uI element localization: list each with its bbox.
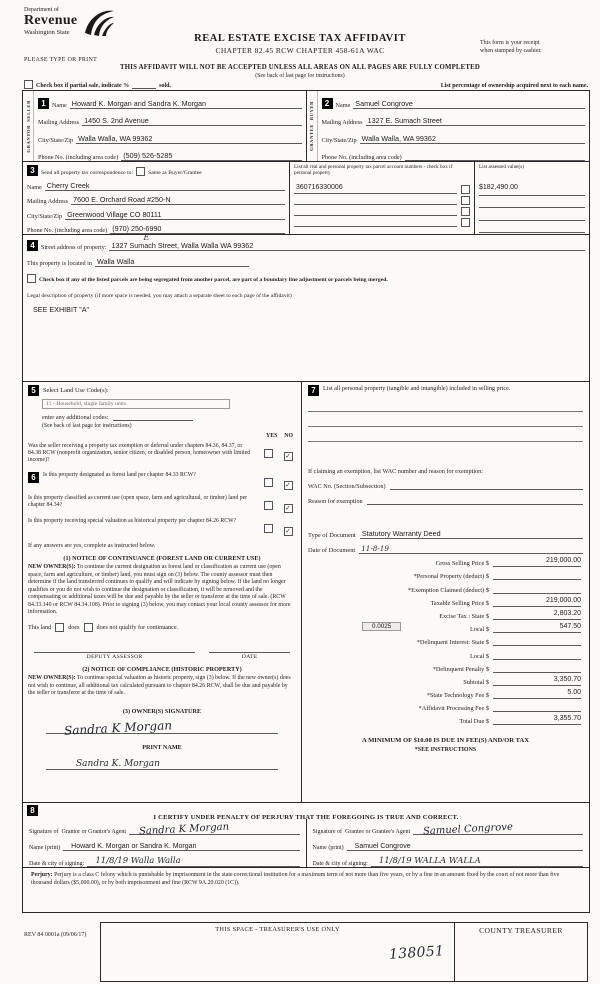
grantee-sig-label-1: Signature of: [312, 829, 342, 835]
tech-fee-label: *State Technology Fee $: [426, 692, 489, 700]
deputy-assessor-label: DEPUTY ASSESSOR: [86, 654, 143, 661]
taxable-label: Taxable Selling Price $: [430, 599, 489, 607]
doc-date-field[interactable]: 11-8-19: [359, 544, 583, 554]
segregated-checkbox[interactable]: [27, 274, 36, 283]
partial-percent-field[interactable]: [132, 81, 156, 89]
additional-codes-field[interactable]: [113, 412, 193, 421]
assessed-value-field-4[interactable]: [479, 221, 585, 233]
current-use-yes-checkbox[interactable]: [264, 501, 273, 510]
logo-revenue-wordmark: Revenue: [24, 13, 78, 28]
deputy-date-label: DATE: [241, 654, 258, 661]
wac-label: WAC No. (Section/Subsection): [308, 483, 386, 490]
delinquent-local-label: Local $: [469, 652, 489, 660]
owners-signature-script: Sandra K Morgan: [63, 717, 173, 738]
seller-mailing-field[interactable]: 1450 S. 2nd Avenue: [82, 116, 301, 126]
print-name-handwriting: Sandra K. Morgan: [76, 758, 160, 769]
exemption-deduct-label: *Exemption Claimed (deduct) $: [408, 586, 489, 594]
seller-mailing-label: Mailing Address: [38, 119, 80, 126]
reason-label: Reason for exemption: [308, 498, 363, 505]
grantor-date-value: 11/8/19 Walla Walla: [95, 856, 181, 866]
send-correspondence-label: Send all property tax correspondence to:: [41, 170, 134, 177]
same-as-buyer-label: Same as Buyer/Grantee: [148, 170, 202, 177]
buyer-phone-label: Phone No. (including area code): [321, 154, 402, 161]
money-row-excise-local: [308, 620, 583, 633]
form-body: [22, 90, 590, 913]
dor-logo-text: [24, 7, 77, 36]
land-use-label: Select Land Use Code(s):: [43, 387, 109, 394]
money-row-gross: [308, 554, 583, 567]
subtotal-field[interactable]: 3,350.70: [493, 676, 581, 686]
grantor-signature-script: Sandra K Morgan: [138, 821, 230, 838]
corr-csz-field[interactable]: Greenwood Village CO 80111: [65, 210, 285, 220]
penalty-field[interactable]: [493, 663, 581, 673]
dor-logo: [24, 7, 115, 37]
forest-no-checkbox[interactable]: ✓: [285, 482, 291, 490]
exemption-deduct-field[interactable]: [493, 584, 581, 594]
personal-property-field-3[interactable]: [308, 429, 583, 442]
county-treasurer-cell: COUNTY TREASURER: [479, 926, 563, 935]
section-5-6-column: [23, 382, 302, 802]
exemption-header: If claiming an exemption, list WAC number and reason for exemption:: [308, 468, 483, 475]
money-row-personal-deduct: [308, 567, 583, 580]
section-1-seller: [23, 91, 307, 161]
total-due-field[interactable]: 3,355.70: [493, 715, 581, 725]
section-4-number: 4: [27, 240, 38, 251]
seller-csz-label: City/State/Zip: [38, 136, 74, 144]
assessed-value-field[interactable]: $182,490.00: [479, 184, 585, 196]
legal-description-label: Legal description of property (if more space is needed, you may attach a separate sheet to each page of the affidavit): [27, 293, 292, 299]
corr-mailing-label: Mailing Address: [27, 198, 69, 206]
notice2-lead: NEW OWNER(S):: [28, 675, 76, 682]
excise-local-label: Local $: [469, 626, 489, 634]
seller-name-field[interactable]: Howard K. Morgan and Sandra K. Morgan: [70, 99, 302, 109]
excise-local-field[interactable]: 547.50: [493, 623, 581, 633]
logo-state-line: Washington State: [24, 29, 70, 36]
treasurer-box: [100, 922, 588, 982]
processing-fee-field[interactable]: [493, 702, 581, 712]
assessed-value-field-3[interactable]: [479, 209, 585, 221]
delinquent-state-label: *Delinquent Interest: State $: [416, 639, 489, 647]
seller-phone-field[interactable]: (509) 526-5285: [121, 151, 301, 161]
treasurer-space-cell: [101, 923, 455, 981]
seller-word: SELLER: [25, 99, 31, 122]
buyer-name-field[interactable]: Samuel Congrove: [353, 99, 585, 109]
handwritten-receipt-number: 138051: [388, 943, 445, 963]
taxable-field[interactable]: 219,000.00: [493, 597, 581, 607]
money-row-processing-fee: [308, 699, 583, 712]
doc-type-label: Type of Document: [308, 532, 356, 539]
print-name-label: PRINT NAME: [142, 743, 182, 751]
grantee-word: GRANTEE: [309, 123, 314, 151]
buyer-csz-field[interactable]: Walla Walla, WA 99362: [360, 134, 585, 144]
notice1-lead: NEW OWNER(S):: [28, 564, 76, 571]
grantor-name-print-field[interactable]: [63, 840, 299, 851]
money-row-delinquent-local: [308, 646, 583, 659]
located-in-field[interactable]: Walla Walla: [95, 257, 249, 267]
excise-state-field[interactable]: 2,803.20: [493, 610, 581, 620]
ownership-note: List percentage of ownership acquired next to each name.: [440, 83, 588, 89]
parcel-personal-checkbox-2[interactable]: [461, 196, 470, 205]
legal-description-value[interactable]: SEE EXHIBIT "A": [33, 305, 90, 314]
corr-mailing-field[interactable]: 7600 E. Orchard Road #250-N: [71, 195, 285, 205]
buyer-mailing-field[interactable]: 1327 E. Sumach Street: [366, 116, 585, 126]
personal-property-field-1[interactable]: [308, 399, 583, 412]
street-address-label: Street address of property:: [41, 244, 107, 251]
does-not-checkbox[interactable]: [84, 623, 93, 632]
segregated-label: Check box if any of the listed parcels are being segregated from another parcel, are part of a boundary line adjustment or parcels being merged.: [39, 277, 388, 283]
buyer-side-label: [307, 91, 318, 161]
subtotal-label: Subtotal $: [463, 678, 489, 686]
money-row-exemption-deduct: [308, 580, 583, 593]
grantee-date-field[interactable]: [371, 856, 583, 867]
personal-deduct-label: *Personal Property (deduct) $: [413, 573, 489, 581]
delinquent-state-field[interactable]: [493, 636, 581, 646]
section-8-number: 8: [27, 805, 38, 816]
money-row-penalty: [308, 660, 583, 673]
money-row-subtotal: [308, 673, 583, 686]
tech-fee-field[interactable]: 5.00: [493, 689, 581, 699]
grantee-signature-block: [307, 819, 590, 867]
section-4-property: [23, 235, 589, 382]
buyer-csz-label: City/State/Zip: [321, 136, 357, 144]
chapter-line: CHAPTER 82.45 RCW CHAPTER 458-61A WAC: [215, 46, 385, 55]
grantor-date-label: Date & city of signing:: [29, 861, 85, 867]
deputy-assessor-signature-field[interactable]: [34, 642, 195, 653]
wac-field[interactable]: [390, 481, 583, 490]
section-parties: [23, 91, 589, 162]
doc-date-label: Date of Document: [308, 547, 356, 554]
this-land-label: This land: [28, 624, 52, 632]
grantee-date-value: 11/8/19 WALLA WALLA: [378, 856, 481, 866]
owners-signature-field[interactable]: [46, 715, 278, 738]
current-use-question: Is this property classified as current use (open space, farm and agricultural, or timber) land per chapter 84.34?: [28, 495, 248, 509]
buyer-phone-field[interactable]: [405, 151, 585, 161]
see-instructions-note: *SEE INSTRUCTIONS: [414, 747, 477, 754]
owners-signature-label: (3) OWNER(S) SIGNATURE: [122, 707, 202, 715]
print-name-field[interactable]: [46, 751, 278, 770]
same-as-buyer-checkbox[interactable]: [136, 167, 145, 176]
excise-state-label: Excise Tax : State $: [439, 612, 489, 620]
see-back-note: (See back of last page for instructions): [255, 73, 345, 79]
parcel-personal-checkbox-1[interactable]: [461, 185, 470, 194]
seller-name-label: Name: [52, 101, 67, 109]
forest-yes-checkbox[interactable]: [264, 478, 273, 487]
answers-yes-note: If any answers are yes, complete as instructed below.: [28, 543, 156, 550]
current-use-no-checkbox[interactable]: ✓: [285, 505, 291, 513]
does-checkbox[interactable]: [55, 623, 64, 632]
historic-no-checkbox[interactable]: ✓: [285, 528, 291, 536]
grantee-name-print-label: Name (print): [312, 845, 344, 851]
deferral-no-checkbox[interactable]: ✓: [285, 453, 291, 460]
parcel-numbers-header: List all real and personal property tax parcel account numbers - check box if personal property: [294, 164, 453, 177]
notice-compliance-title: (2) NOTICE OF COMPLIANCE (HISTORIC PROPERTY): [82, 666, 242, 674]
section-middle-columns: [23, 382, 589, 803]
gross-label: Gross Selling Price $: [435, 560, 489, 568]
historic-question: Is this property receiving special valuation as historical property per chapter 84.26 RCW?: [28, 518, 237, 525]
parcel-number-field-4[interactable]: [294, 217, 457, 227]
parcel-number-field-2[interactable]: [294, 195, 457, 205]
buyer-name-label: Name: [335, 101, 351, 109]
perjury-text: Perjury is a class C felony which is punishable by imprisonment in the state correctional institution for a maximum term of not more than five years, or by a fine in an amount fixed by the court of not more than five thousand dollars ($5,000.00), or by both imprisonment and fine (RCW 9A.20.020 (1C)).: [31, 872, 560, 886]
grantee-signature-field[interactable]: [413, 821, 583, 838]
see-back-note-2: (See back of last page for instructions): [42, 423, 132, 429]
grantor-word: GRANTOR: [25, 124, 31, 153]
yes-column-header: YES: [266, 433, 278, 439]
section-3-number: 3: [27, 165, 38, 176]
title-block: [120, 33, 480, 55]
does-not-label: does not qualify for continuance.: [96, 624, 179, 632]
notice2-body: To continue special valuation as historic property, sign (3) below. If the new owner(s) does not wish to continue, all additional tax calculated pursuant to chapter 84.26 RCW, shall be due and payable by the seller or transferor at the time of sale.: [28, 675, 291, 697]
personal-deduct-field[interactable]: [493, 570, 581, 580]
street-address-field[interactable]: [109, 233, 585, 251]
additional-codes-label: enter any additional codes:: [42, 414, 109, 421]
partial-sale-checkbox[interactable]: [24, 80, 33, 89]
section-2-number: 2: [322, 98, 333, 109]
grantor-signature-block: [23, 819, 307, 867]
parcel-number-field[interactable]: 360716330006: [294, 184, 457, 194]
partial-sale-label: Check box if partial sale, indicate %: [36, 83, 130, 89]
assessed-value-field-2[interactable]: [479, 196, 585, 208]
grantee-date-label: Date & city of signing:: [312, 861, 368, 867]
located-in-label: This property is located in: [27, 260, 92, 267]
parcel-number-field-3[interactable]: [294, 206, 457, 216]
grantor-date-field[interactable]: [87, 856, 299, 867]
grantor-name-print-label: Name (print): [29, 845, 61, 851]
grantee-name-print-field[interactable]: [347, 840, 583, 851]
buyer-mailing-label: Mailing Address: [321, 119, 363, 126]
money-row-taxable: [308, 594, 583, 607]
form-number: REV 84 0001a (09/06/17): [24, 932, 87, 938]
local-rate-box: 0.0025: [362, 622, 401, 631]
logo-dept-line: Department of: [24, 7, 59, 13]
minimum-due-note: A MINIMUM OF $10.00 IS DUE IN FEE(S) AND/OR TAX: [362, 737, 529, 745]
seller-csz-field[interactable]: Walla Walla, WA 99362: [76, 134, 301, 144]
total-due-label: Total Due $: [459, 718, 489, 726]
perjury-lead: Perjury:: [31, 872, 53, 878]
personal-property-header: [308, 385, 583, 397]
no-column-header: NO: [284, 433, 293, 439]
grantee-name-print-value: Samuel Congrove: [354, 843, 411, 850]
corr-phone-label: Phone No. (including area code): [27, 227, 108, 235]
forest-land-question: Is this property designated as forest land per chapter 84.33 RCW?: [43, 472, 196, 479]
receipt-note-line2: when stamped by cashier.: [480, 47, 542, 54]
section-5-number: 5: [28, 385, 39, 396]
doc-type-field[interactable]: Statutory Warranty Deed: [360, 529, 583, 539]
partial-sale-row: [24, 80, 588, 89]
land-use-code-field[interactable]: 11 - Household, single family units: [42, 399, 230, 409]
money-row-delinquent-state: [308, 633, 583, 646]
corr-csz-label: City/State/Zip: [27, 212, 63, 220]
certification-statement: I CERTIFY UNDER PENALTY OF PERJURY THAT THE FOREGOING IS TRUE AND CORRECT.: [153, 814, 459, 821]
warning-line: THIS AFFIDAVIT WILL NOT BE ACCEPTED UNLESS ALL AREAS ON ALL PAGES ARE FULLY COMPLETED: [120, 64, 480, 71]
dor-swoosh-icon: [81, 7, 115, 37]
gross-field[interactable]: 219,000.00: [493, 557, 581, 567]
money-row-total-due: [308, 712, 583, 725]
grantee-sig-label-2: Grantee or Grantee's Agent: [345, 829, 411, 835]
sold-label: sold.: [159, 83, 172, 89]
parcel-personal-checkbox-3[interactable]: [461, 207, 470, 216]
seller-side-label: [23, 91, 34, 161]
grantor-signature-field[interactable]: [129, 821, 299, 838]
receipt-note: [480, 40, 588, 55]
notice-continuance-title: (1) NOTICE OF CONTINUANCE (FOREST LAND OR CURRENT USE): [63, 555, 261, 563]
perjury-notice: [23, 868, 589, 912]
processing-fee-label: *Affidavit Processing Fee $: [418, 705, 489, 713]
corr-name-label: Name: [27, 183, 42, 191]
money-row-excise-state: [308, 607, 583, 620]
please-type-note: PLEASE TYPE OR PRINT: [24, 57, 98, 63]
section-3-tax-correspondence: [23, 162, 589, 235]
grantor-sig-label-1: Signature of: [29, 829, 59, 835]
notice-compliance-text: [28, 675, 296, 698]
reason-field[interactable]: [367, 496, 583, 505]
grantor-name-print-value: Howard K. Morgan or Sandra K. Morgan: [71, 843, 197, 850]
handwritten-insert-e: E: [143, 233, 150, 242]
delinquent-local-field[interactable]: [493, 650, 581, 660]
street-address-value: 1327 Sumach Street, Walla Walla WA 99362: [111, 241, 254, 250]
notice-continuance-text: [28, 564, 296, 617]
corr-name-field[interactable]: Cherry Creek: [45, 181, 285, 191]
section-7-column: [302, 382, 589, 802]
seller-phone-label: Phone No. (including area code): [38, 154, 119, 161]
assessed-values-header: List assessed value(s): [479, 164, 524, 170]
grantor-sig-label-2: Grantor or Grantor's Agent: [61, 829, 127, 835]
section-6-number: 6: [28, 472, 39, 483]
personal-property-text: List all personal property (tangible and intangible) included in selling price.: [323, 385, 511, 392]
deputy-date-field[interactable]: [209, 642, 290, 653]
section-7-number: 7: [308, 385, 319, 396]
deferral-question: Was the seller receiving a property tax exemption or deferral under chapters 84.36, 84.37, or 84.38 RCW (nonprofit organization, senior citizen, or disabled person, homeowner with limited income)?: [28, 443, 251, 464]
buyer-word: BUYER: [309, 101, 314, 121]
section-1-number: 1: [38, 98, 49, 109]
treasurer-space-label: THIS SPACE - TREASURER'S USE ONLY: [215, 926, 340, 933]
section-2-buyer: [307, 91, 590, 161]
form-title: REAL ESTATE EXCISE TAX AFFIDAVIT: [194, 33, 406, 44]
corr-phone-field[interactable]: (970) 250-6990: [110, 224, 285, 234]
notice1-body: To continue the current designation as forest land or classification as current use (open space, farm and agriculture, or timber) land, you must sign on (3) below. The county assessor must then determine if the land transferred continues to qualify and will indicate by signing below. If the land no longer qualifies or you do not wish to continue the designation or classification, it will be removed and the compensating or additional taxes will be due and payable by the seller or transferor at the time of sale. (RCW 84.33.140 or RCW 84.34.108). Prior to signing (3) below, you may contact your local county assessor for more information.: [28, 564, 291, 616]
money-row-tech-fee: [308, 686, 583, 699]
historic-yes-checkbox[interactable]: [264, 524, 273, 533]
parcel-personal-checkbox-4[interactable]: [461, 218, 470, 227]
grantee-signature-script: Samuel Congrove: [423, 821, 514, 838]
does-label: does: [68, 624, 80, 632]
section-8-certification: [23, 803, 589, 868]
penalty-label: *Delinquent Penalty $: [432, 665, 489, 673]
deferral-yes-checkbox[interactable]: [264, 449, 273, 458]
form-header: [0, 0, 600, 90]
receipt-note-line1: This form is your receipt: [480, 40, 540, 46]
personal-property-field-2[interactable]: [308, 414, 583, 427]
